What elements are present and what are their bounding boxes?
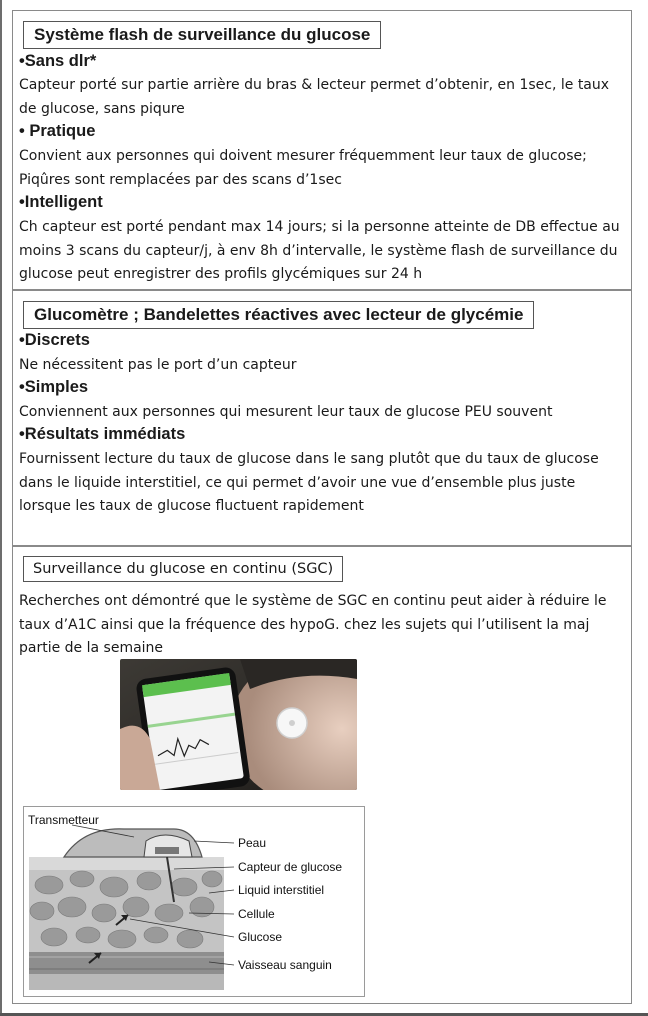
section-title: Système flash de surveillance du glucose (23, 21, 381, 49)
phone-sensor-photo (120, 659, 357, 790)
item-text: Conviennent aux personnes qui mesurent leur taux de glucose PEU souvent (19, 404, 553, 420)
section-sgc (12, 546, 632, 1004)
diagram-label-peau: Peau (238, 836, 267, 850)
section-flash-glucose (12, 10, 632, 290)
section-glucometre (12, 290, 632, 546)
diagram-label-capteur: Capteur de glucose (238, 860, 343, 874)
diagram-label-vaisseau: Vaisseau sanguin (238, 958, 332, 972)
section-text: Recherches ont démontré que le système de SGC en continu peut aider à réduire le taux d’A1C ainsi que la fréquence des hypoG. chez les sujets qui l’utilisent la maj partie de la semaine (19, 593, 607, 656)
cgm-diagram (23, 806, 365, 997)
item-text: Ch capteur est porté pendant max 14 jours; si la personne atteinte de DB effectue au moins 3 scans du capteur/j, à env 8h d’intervalle, le système flash de surveillance du glucose peut enregistrer des profils glycémiques sur 24 h (19, 219, 620, 282)
item-text: Ne nécessitent pas le port d’un capteur (19, 357, 297, 373)
item-heading: •Intelligent (19, 193, 103, 211)
item-heading: •Sans dlr* (19, 52, 97, 70)
item-text: Fournissent lecture du taux de glucose dans le sang plutôt que du taux de glucose dans le liquide interstitiel, ce qui permet d’avoir une vue d’ensemble plus juste lorsque les taux de glucose fluctuent rapidement (19, 451, 599, 514)
item-text: Capteur porté sur partie arrière du bras & lecteur permet d’obtenir, en 1sec, le taux de glucose, sans piqure (19, 77, 610, 117)
item-text: Convient aux personnes qui doivent mesurer fréquemment leur taux de glucose; Piqûres sont remplacées par des scans d’1sec (19, 148, 587, 188)
item-heading: •Simples (19, 378, 89, 396)
item-heading: •Discrets (19, 331, 90, 349)
diagram-label-cellule: Cellule (238, 907, 275, 921)
item-heading: • Pratique (19, 122, 96, 140)
item-heading: •Résultats immédiats (19, 425, 186, 443)
section-title: Glucomètre ; Bandelettes réactives avec lecteur de glycémie (23, 301, 534, 329)
diagram-label-liquide: Liquid interstitiel (238, 883, 325, 897)
diagram-label-glucose: Glucose (238, 930, 283, 944)
transmitter-label: Transmetteur (28, 813, 99, 827)
page-left-border (0, 0, 2, 1016)
section-title: Surveillance du glucose en continu (SGC) (23, 556, 343, 582)
